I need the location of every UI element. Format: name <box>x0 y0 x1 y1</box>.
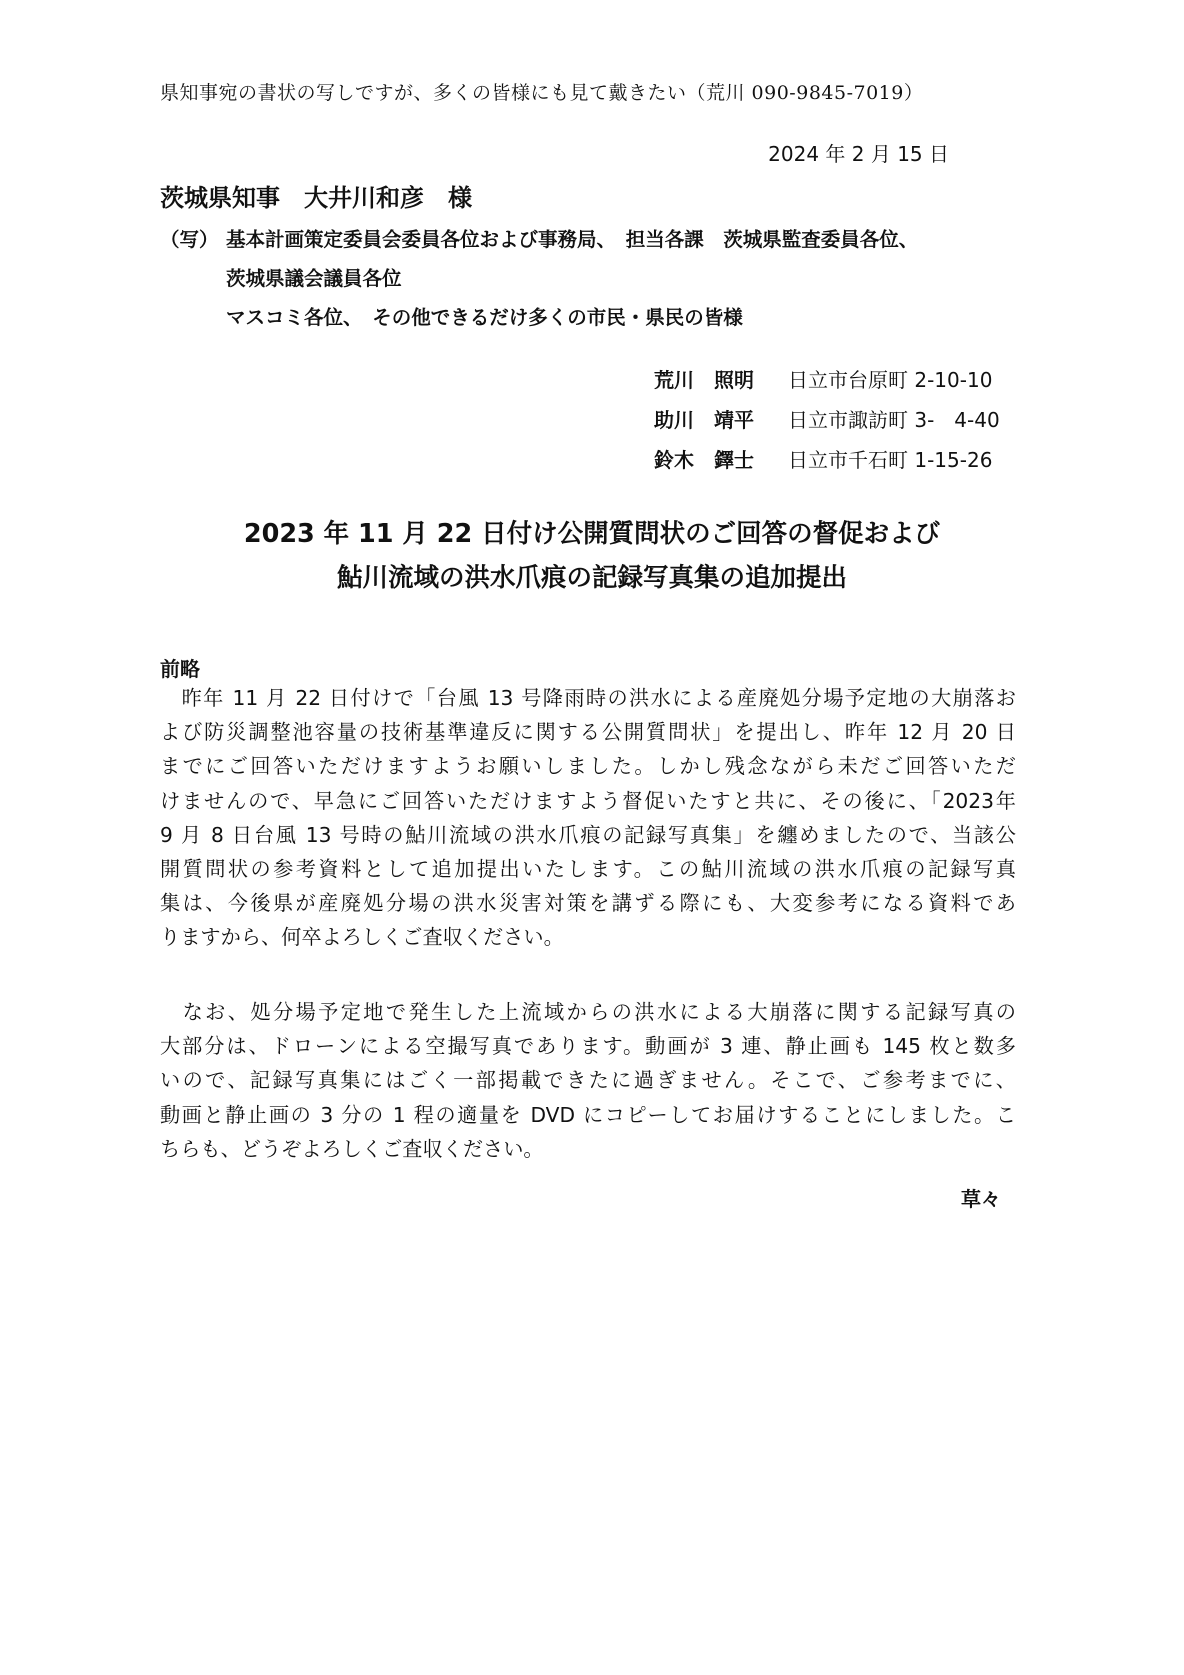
sender-name: 荒川 照明 <box>654 368 754 392</box>
paragraph-line: 大部分は、ドローンによる空撮写真であります。動画が 3 連、静止画も 145 枚と数多 <box>160 1034 1016 1059</box>
cc-row-2 <box>160 259 918 298</box>
cc-line: マスコミ各位、 その他できるだけ多くの市民・県民の皆様 <box>226 306 743 329</box>
paragraph-line: 動画と静止画の 3 分の 1 程の適量を DVD にコピーしてお届けすることにしました。こ <box>160 1102 1016 1127</box>
cc-line: 基本計画策定委員会委員各位および事務局、 担当各課 茨城県監査委員各位、 <box>226 228 919 251</box>
closing: 草々 <box>961 1187 1001 1211</box>
paragraph-line: 開質問状の参考資料として追加提出いたします。この鮎川流域の洪水爪痕の記録写真 <box>160 857 1016 882</box>
header-note: 県知事宛の書状の写しですが、多くの皆様にも見て戴きたい（荒川 090-9845-7019） <box>160 82 924 104</box>
sender-address: 日立市台原町 2-10-10 <box>788 368 993 392</box>
cc-row-1 <box>160 220 918 259</box>
paragraph-line: りますから、何卒よろしくご査収ください。 <box>160 925 564 950</box>
paragraph-line: けませんので、早急にご回答いただけますよう督促いたすと共に、その後に、「2023年 <box>160 788 1016 813</box>
cc-label: （写） <box>160 228 219 251</box>
cc-line: 茨城県議会議員各位 <box>226 267 402 290</box>
paragraph-line: ちらも、どうぞよろしくご査収ください。 <box>160 1136 544 1161</box>
letter-date: 2024 年 2 月 15 日 <box>768 142 949 166</box>
paragraph-1 <box>160 681 1016 955</box>
salutation: 前略 <box>160 657 200 681</box>
sender-row <box>654 400 1000 440</box>
senders-block <box>654 360 1000 480</box>
sender-name: 助川 靖平 <box>654 408 754 432</box>
letter-title <box>0 512 1184 600</box>
cc-block <box>160 220 918 337</box>
sender-address: 日立市千石町 1-15-26 <box>788 448 993 472</box>
paragraph-line: までにご回答いただけますようお願いしました。しかし残念ながら未だご回答いただ <box>160 754 1016 779</box>
paragraph-line: なお、処分場予定地で発生した上流域からの洪水による大崩落に関する記録写真の <box>160 1000 1016 1024</box>
paragraph-2 <box>160 995 1016 1166</box>
title-line-1: 2023 年 11 月 22 日付け公開質問状のご回答の督促および <box>243 519 941 549</box>
title-line-2: 鮎川流域の洪水爪痕の記録写真集の追加提出 <box>336 563 847 593</box>
sender-row <box>654 440 1000 480</box>
sender-address: 日立市諏訪町 3- 4-40 <box>788 408 1000 432</box>
sender-name: 鈴木 鐸士 <box>654 448 754 472</box>
sender-row <box>654 360 1000 400</box>
paragraph-line: いので、記録写真集にはごく一部掲載できたに過ぎません。そこで、ご参考までに、 <box>160 1068 1016 1093</box>
paragraph-line: 9 月 8 日台風 13 号時の鮎川流域の洪水爪痕の記録写真集」を纏めましたので、当該公 <box>160 822 1016 847</box>
cc-row-3 <box>160 298 918 337</box>
addressee: 茨城県知事 大井川和彦 様 <box>160 184 472 212</box>
paragraph-line: 昨年 11 月 22 日付けで「台風 13 号降雨時の洪水による産廃処分場予定地の大崩落お <box>160 686 1016 710</box>
paragraph-line: 集は、今後県が産廃処分場の洪水災害対策を講ずる際にも、大変参考になる資料であ <box>160 891 1016 916</box>
paragraph-line: よび防災調整池容量の技術基準違反に関する公開質問状」を提出し、昨年 12 月 20 日 <box>160 720 1016 745</box>
